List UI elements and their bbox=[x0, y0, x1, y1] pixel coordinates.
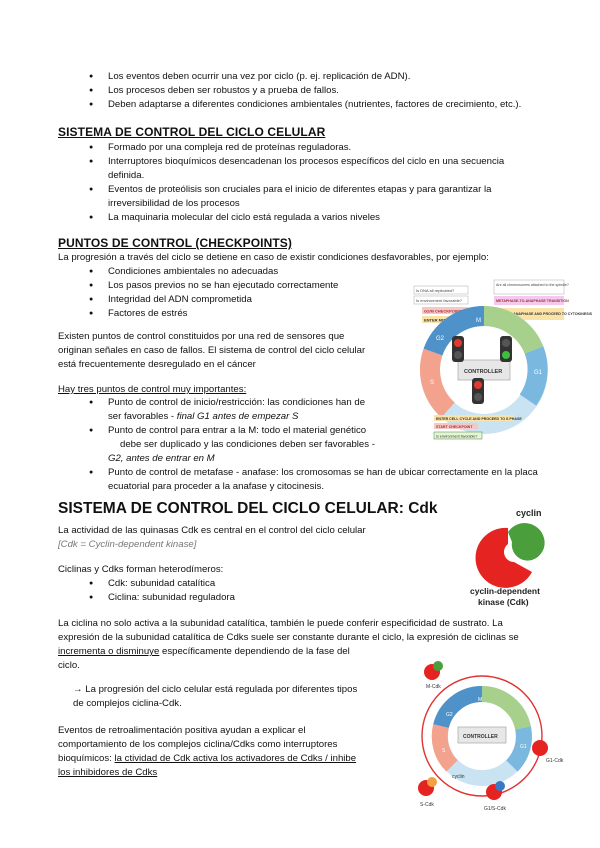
checkpoint-text: debe ser duplicado y las condiciones deben ser favorables - bbox=[120, 439, 375, 450]
list-item: ● Deben adaptarse a diferentes condiciones ambientales (nutrientes, factores de crecimiento, etc.). bbox=[108, 98, 578, 112]
phase-arc-s bbox=[440, 726, 452, 766]
sensor-network-paragraph bbox=[58, 330, 365, 372]
complex-label: G1-Cdk bbox=[546, 758, 564, 764]
checkpoint-text: ser favorables - bbox=[108, 411, 177, 422]
figure-label: ENTER MITOSIS bbox=[424, 317, 456, 323]
paragraph-line: comportamiento de los complejos ciclina/Cdks como interruptores bbox=[58, 739, 338, 750]
figure-label: Is environment favorable? bbox=[436, 434, 478, 439]
paragraph-line: → La progresión del ciclo celular está regulada por diferentes tipos bbox=[73, 684, 358, 695]
phase-label: M bbox=[476, 318, 481, 324]
paragraph-line: de complejos ciclina-Cdk. bbox=[73, 698, 182, 709]
ciclinas-heading: Ciclinas y Cdks forman heterodímeros: bbox=[58, 564, 224, 575]
section-heading-cdk: SISTEMA DE CONTROL DEL CICLO CELULAR: Cdk bbox=[58, 500, 438, 517]
phase-label: S bbox=[442, 748, 446, 754]
red-light-icon bbox=[454, 339, 462, 347]
paragraph-line: Eventos de retroalimentación positiva ayudan a explicar el bbox=[58, 725, 306, 736]
list-item: ● Eventos de proteólisis son cruciales para el inicio de diferentes etapas y para garantizar la irreversibilidad de los procesos bbox=[108, 183, 538, 211]
paragraph-line: los inhibidores de Cdks bbox=[58, 767, 158, 778]
figure-label: G2/M CHECKPOINT bbox=[424, 308, 462, 314]
paragraph-line: originan señales en caso de fallos. El sistema de control del ciclo celular bbox=[58, 345, 366, 356]
list-item: ● Los eventos deben ocurrir una vez por ciclo (p. ej. replicación de ADN). bbox=[108, 70, 578, 84]
off-light-icon bbox=[454, 351, 462, 359]
section-heading-checkpoints: PUNTOS DE CONTROL (CHECKPOINTS) bbox=[58, 236, 293, 250]
checkpoint-text: Punto de control para entrar a la M: todo el material genético bbox=[108, 425, 367, 436]
cyclin-label: cyclin bbox=[452, 774, 465, 780]
control-system-bullet-list bbox=[108, 141, 538, 225]
list-item: ● Los procesos deben ser robustos y a prueba de fallos. bbox=[108, 84, 578, 98]
complex-label: M-Cdk bbox=[426, 684, 441, 690]
paragraph-line: ciclo. bbox=[58, 660, 80, 671]
emphasis-text: incrementa o disminuye bbox=[58, 646, 160, 657]
list-item: ● Interruptores bioquímicos desencadenan los procesos específicos del ciclo en una secuencia definida. bbox=[108, 155, 538, 183]
phase-label: G2 bbox=[446, 712, 453, 718]
cyclin-icon bbox=[433, 661, 443, 671]
cdk-label: kinase (Cdk) bbox=[478, 597, 529, 607]
paragraph-text: específicamente dependiendo de la fase del bbox=[159, 646, 350, 657]
list-item: ● Condiciones ambientales no adecuadas bbox=[108, 265, 388, 279]
red-light-icon bbox=[474, 381, 482, 389]
paragraph-line: está frecuentemente desregulado en el cáncer bbox=[58, 359, 256, 370]
list-item: ● La maquinaria molecular del ciclo está regulada a varios niveles bbox=[108, 211, 538, 225]
controller-label: CONTROLLER bbox=[463, 734, 498, 740]
heterodimer-list bbox=[108, 577, 328, 605]
checkpoint-text: Punto de control de inicio/restricción: las condiciones han de bbox=[108, 397, 366, 408]
list-item: ● Cdk: subunidad catalítica bbox=[108, 577, 328, 591]
g1-cdk-complex-icon bbox=[532, 740, 548, 756]
checkpoint-timing: G2, antes de entrar en M bbox=[108, 453, 215, 464]
list-item: ● Ciclina: subunidad reguladora bbox=[108, 591, 328, 605]
off-light-icon bbox=[474, 393, 482, 401]
complex-label: G1/S-Cdk bbox=[484, 806, 506, 812]
figure-label: START CHECKPOINT bbox=[436, 425, 473, 429]
cyclin-icon bbox=[427, 777, 437, 787]
list-item-metaphase-checkpoint: ● Punto de control de metafase - anafase: los cromosomas se han de ubicar correctamente en la placa ecuatorial para proceder a la anafase y citocinesis. bbox=[108, 466, 548, 494]
checkpoint-timing: final G1 antes de empezar S bbox=[176, 411, 299, 422]
paragraph-line bbox=[58, 752, 356, 766]
list-item: ● Formado por una compleja red de proteínas reguladoras. bbox=[108, 141, 538, 155]
figure-label: Is environment favorable? bbox=[416, 298, 463, 303]
cdk-definition: [Cdk = Cyclin-dependent kinase] bbox=[58, 539, 197, 550]
phase-label: G1 bbox=[520, 744, 527, 750]
feedback-paragraph bbox=[58, 724, 356, 780]
off-light-icon bbox=[502, 339, 510, 347]
list-item: ● Factores de estrés bbox=[108, 307, 388, 321]
paragraph-line: Existen puntos de control constituidos por una red de sensores que bbox=[58, 331, 345, 342]
figure-label: ENTER CELL CYCLE AND PROCEED TO S PHASE bbox=[436, 417, 522, 421]
cyclin-cdk-figure bbox=[448, 502, 568, 614]
checkpoint-cycle-figure bbox=[408, 278, 593, 446]
complex-label: S-Cdk bbox=[420, 802, 434, 808]
cyclin-label: cyclin bbox=[516, 508, 542, 518]
phase-label: G1 bbox=[534, 370, 543, 376]
three-checkpoints-title: Hay tres puntos de control muy importantes: bbox=[58, 384, 247, 395]
checkpoints-intro: La progresión a través del ciclo se detiene en caso de existir condiciones desfavorables, por ejemplo: bbox=[58, 252, 489, 263]
phase-label: M bbox=[478, 697, 483, 703]
green-light-icon bbox=[502, 351, 510, 359]
section-heading-control-system: SISTEMA DE CONTROL DEL CICLO CELULAR bbox=[58, 125, 326, 139]
figure-label: Is DNA all replicated? bbox=[416, 288, 455, 293]
figure-label: METAPHASE-TO-ANAPHASE TRANSITION bbox=[496, 299, 569, 303]
checkpoint-conditions-list bbox=[108, 265, 388, 321]
list-item: ● Integridad del ADN comprometida bbox=[108, 293, 388, 307]
controller-label: CONTROLLER bbox=[464, 369, 503, 375]
paragraph-line: expresión de la subunidad catalítica de Cdks suele ser constante durante el ciclo, la expresión de ciclinas se bbox=[58, 632, 519, 643]
cdk-cycle-figure bbox=[392, 650, 572, 820]
paragraph-text: bioquímicos: bbox=[58, 753, 115, 764]
list-item: ● Los pasos previos no se han ejecutado correctamente bbox=[108, 279, 388, 293]
intro-bullet-list bbox=[108, 70, 578, 112]
cyclin-icon bbox=[495, 781, 505, 791]
figure-label: Are all chromosomes attached to the spindle? bbox=[496, 283, 569, 287]
paragraph-line: La ciclina no solo activa a la subunidad catalítica, también le puede conferir especificidad de sustrato. La bbox=[58, 618, 503, 629]
cdk-central-line: La actividad de las quinasas Cdk es central en el control del ciclo celular bbox=[58, 525, 366, 536]
phase-label: G2 bbox=[436, 336, 445, 342]
figure-label: TRIGGER ANAPHASE AND PROCEED TO CYTOKINESIS bbox=[496, 312, 593, 316]
cdk-label: cyclin-dependent bbox=[470, 586, 540, 596]
phase-label: S bbox=[430, 380, 435, 386]
arrow-note bbox=[73, 683, 357, 711]
cyclin-shape bbox=[508, 523, 545, 560]
emphasis-text: la ctividad de Cdk activa los activadores de Cdks / inhibe bbox=[114, 753, 357, 764]
